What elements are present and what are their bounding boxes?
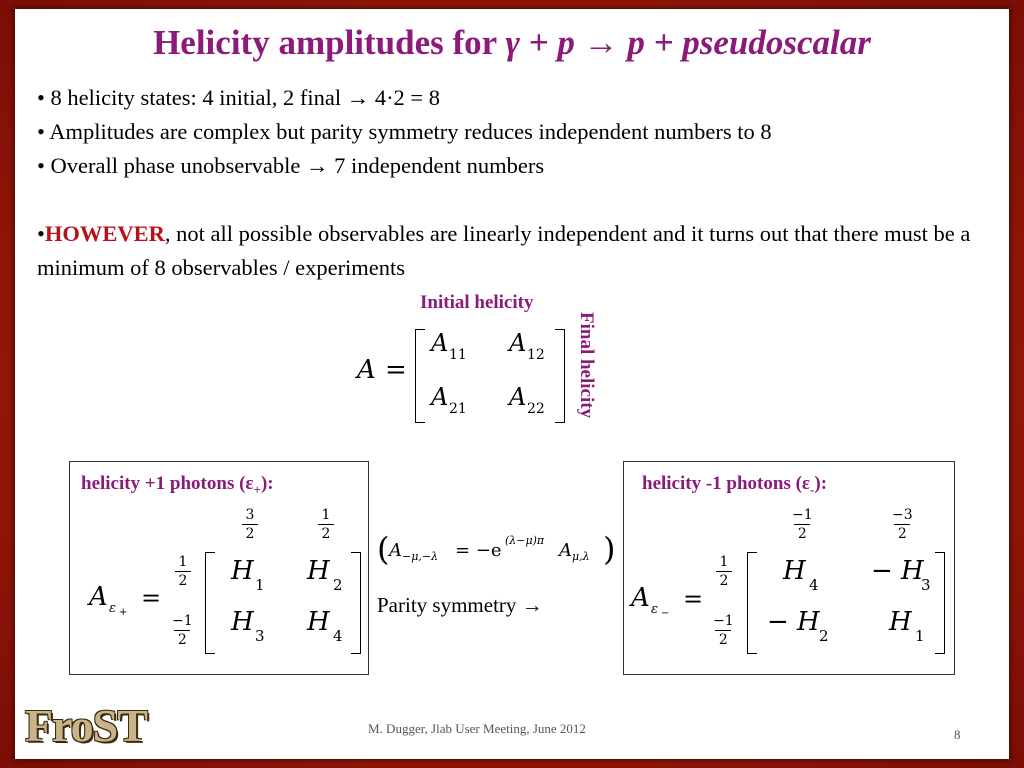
bullet-3: • Overall phase unobservable → 7 independent numbers — [37, 153, 545, 178]
minus-col1-frac — [792, 507, 813, 542]
plus-col1-frac — [242, 507, 258, 542]
matrix-plus-right-bracket — [351, 552, 361, 654]
matrix-minus-symbol: A — [631, 583, 650, 613]
parity-open-paren: ( — [377, 530, 390, 568]
plus-col1-bar — [242, 524, 258, 525]
plus-h12: H — [307, 556, 330, 586]
plus-row1-num: 1 — [178, 554, 188, 570]
minus-col2-num: −3 — [892, 507, 913, 523]
initial-helicity-label: Initial helicity — [420, 292, 534, 313]
minus-row2-num: −1 — [713, 613, 734, 629]
slide — [14, 8, 1010, 760]
matrix-minus-right-bracket — [935, 552, 945, 654]
page-number: 8 — [954, 727, 961, 742]
matrix-plus-symbol: A — [89, 582, 108, 612]
minus-col2-bar — [894, 524, 910, 525]
plus-h21-sub: 3 — [255, 627, 265, 645]
plus-row2-num: −1 — [172, 613, 193, 629]
parity-close-paren: ) — [603, 530, 616, 568]
matrix-a-symbol: A — [357, 355, 376, 385]
minus-col1-den: 2 — [797, 526, 807, 542]
matrix-a-a22-sub: 22 — [527, 401, 545, 417]
matrix-plus-equals: = — [141, 584, 162, 612]
plus-h11: H — [231, 556, 254, 586]
helicity-plus-label-text: helicity +1 photons (ε — [81, 473, 254, 494]
plus-row2-frac — [172, 613, 193, 648]
helicity-plus-label — [81, 473, 274, 498]
title-reaction: γ + p → p + pseudoscalar — [505, 23, 871, 62]
minus-row2-den: 2 — [718, 632, 728, 648]
helicity-minus-label-text: helicity -1 photons (ε — [642, 473, 811, 494]
minus-row2-bar — [715, 630, 731, 631]
minus-h12-sub: 3 — [921, 576, 931, 594]
plus-h12-sub: 2 — [333, 576, 343, 594]
matrix-a-right-bracket — [555, 329, 565, 423]
matrix-a-a11-sub: 11 — [449, 347, 467, 363]
bullet-4 — [37, 217, 997, 285]
plus-row2-den: 2 — [177, 632, 187, 648]
matrix-plus-sub: ε — [109, 601, 116, 616]
matrix-a-a21: A — [431, 383, 449, 411]
matrix-minus-sub: ε — [651, 602, 658, 617]
matrix-minus-left-bracket — [747, 552, 757, 654]
minus-col2-den: 2 — [897, 526, 907, 542]
bullet-4-marker: • — [37, 221, 45, 246]
helicity-plus-label-sub: + — [253, 481, 261, 497]
minus-h21: − H — [767, 607, 820, 637]
bullet-2: • Amplitudes are complex but parity symmetry reduces independent numbers to 8 — [37, 119, 772, 144]
however-highlight: HOWEVER — [44, 221, 165, 246]
matrix-a-a11: A — [431, 329, 449, 357]
minus-col1-bar — [794, 524, 810, 525]
minus-h22-sub: 1 — [915, 627, 925, 645]
plus-row1-bar — [175, 571, 191, 572]
matrix-a-equals: = — [385, 355, 407, 385]
plus-h22-sub: 4 — [333, 627, 343, 645]
minus-row1-num: 1 — [719, 554, 729, 570]
plus-col2-bar — [318, 524, 334, 525]
plus-col2-den: 2 — [321, 526, 331, 542]
matrix-minus-sub2: − — [661, 608, 670, 619]
minus-row2-frac — [713, 613, 734, 648]
frost-logo: FroST — [25, 700, 147, 751]
minus-row1-bar — [716, 571, 732, 572]
plus-h11-sub: 1 — [255, 576, 265, 594]
plus-h22: H — [307, 607, 330, 637]
parity-rhs: A — [559, 540, 572, 561]
bullet-1: • 8 helicity states: 4 initial, 2 final → 4·2 = 8 — [37, 85, 441, 110]
parity-caption: Parity symmetry → — [377, 593, 543, 617]
bullet-gap — [37, 183, 997, 217]
matrix-a-a12-sub: 12 — [527, 347, 545, 363]
plus-row2-bar — [174, 630, 190, 631]
helicity-plus-label-end: ): — [260, 473, 274, 494]
parity-lhs-sub: −μ,−λ — [402, 550, 439, 563]
parity-eq: = −e — [455, 540, 502, 561]
helicity-minus-label-sub: - — [810, 481, 815, 497]
final-helicity-label: Final helicity — [576, 312, 597, 419]
matrix-minus-equals: = — [683, 585, 704, 613]
minus-h22: H — [889, 607, 912, 637]
plus-col2-num: 1 — [321, 507, 331, 523]
slide-title — [15, 23, 1009, 63]
parity-rhs-sub: μ,λ — [572, 550, 590, 563]
plus-col1-den: 2 — [245, 526, 255, 542]
minus-row1-frac — [716, 554, 732, 589]
bullet-4-text: , not all possible observables are linearly independent and it turns out that there must be a minimum of 8 observables / experiments — [37, 221, 971, 280]
minus-h12: − H — [871, 556, 924, 586]
plus-col1-num: 3 — [245, 507, 255, 523]
plus-h21: H — [231, 607, 254, 637]
matrix-a-a12: A — [509, 329, 527, 357]
helicity-minus-label — [642, 473, 827, 498]
minus-h11-sub: 4 — [809, 576, 819, 594]
plus-col2-frac — [318, 507, 334, 542]
matrix-a-a22: A — [509, 383, 527, 411]
plus-row1-den: 2 — [178, 573, 188, 589]
parity-exp: (λ−μ)π — [505, 534, 545, 547]
footer-credit: M. Dugger, Jlab User Meeting, June 2012 — [368, 721, 586, 736]
plus-row1-frac — [175, 554, 191, 589]
title-text: Helicity amplitudes for — [153, 23, 506, 62]
minus-col2-frac — [892, 507, 913, 542]
parity-lhs: A — [389, 540, 402, 561]
helicity-minus-label-end: ): — [814, 473, 828, 494]
matrix-plus-left-bracket — [205, 552, 215, 654]
minus-row1-den: 2 — [719, 573, 729, 589]
matrix-plus-sub2: + — [119, 607, 128, 618]
minus-col1-num: −1 — [792, 507, 813, 523]
matrix-a-a21-sub: 21 — [449, 401, 467, 417]
minus-h11: H — [783, 556, 806, 586]
matrix-a-left-bracket — [415, 329, 425, 423]
minus-h21-sub: 2 — [819, 627, 829, 645]
bullet-list — [37, 81, 997, 285]
